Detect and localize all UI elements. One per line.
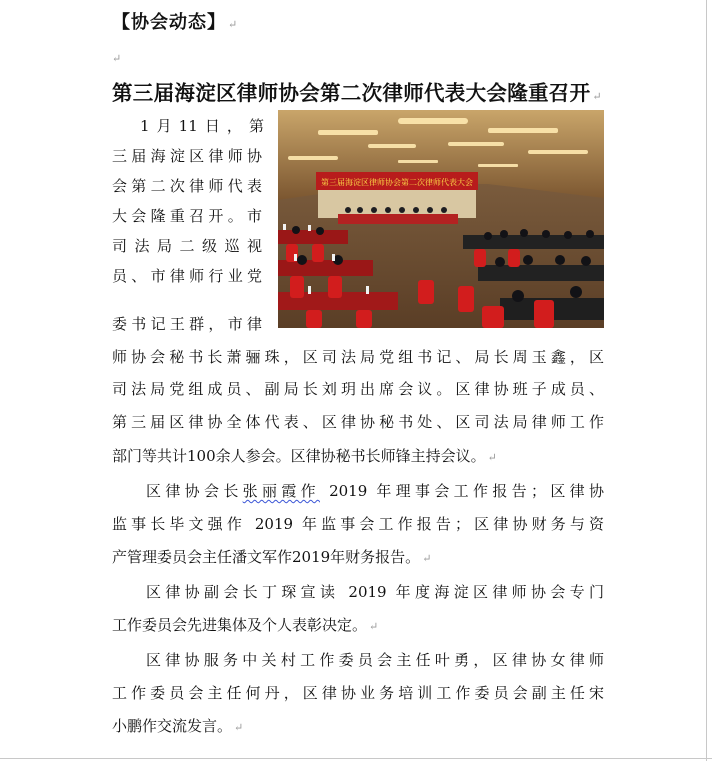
text-line: 第三届区律协全体代表、区律协秘书处、区司法局律师工作: [112, 413, 604, 431]
text-line: 区律协副会长丁琛宣读 2019 年度海淀区律师协会专门: [146, 583, 604, 601]
text-line: 产管理委员会主任潘文军作2019年财务报告。 ↵: [112, 548, 432, 566]
text-line: 三届海淀区律师协: [112, 147, 262, 165]
paragraph-mark-icon: ↵: [369, 620, 379, 633]
text-line: 员、市律师行业党: [112, 267, 262, 285]
text-line: 司法局党组成员、副局长刘玥出席会议。区律协班子成员、: [112, 380, 604, 398]
text-line: 区律协服务中关村工作委员会主任叶勇，区律协女律师: [146, 651, 604, 669]
paragraph-mark-icon: ↵: [592, 90, 602, 103]
text-line: 会第二次律师代表: [112, 177, 262, 195]
section-heading: 【协会动态】 ↵: [112, 12, 239, 33]
page-bottom-line: [0, 758, 712, 759]
text-line: 委书记王群，市律: [112, 315, 262, 333]
photo-banner: 第三届海淀区律师协会第二次律师代表大会: [321, 178, 473, 187]
text-line: 工作委员会先进集体及个人表彰决定。 ↵: [112, 616, 379, 634]
text-line: 大会隆重召开。市: [112, 207, 262, 225]
text-line: 司法局二级巡视: [112, 237, 262, 255]
article-title: 第三届海淀区律师协会第二次律师代表大会隆重召开 ↵: [112, 81, 602, 105]
paragraph-mark-icon: ↵: [487, 451, 497, 464]
spellcheck-underline: 张丽霞作: [242, 482, 320, 500]
text-line: 1月11日，第: [140, 117, 264, 135]
text-line: 师协会秘书长萧骊珠，区司法局党组书记、局长周玉鑫，区: [112, 348, 604, 366]
text-line: 工作委员会主任何丹，区律协业务培训工作委员会副主任宋: [112, 684, 604, 702]
text-line: 部门等共计100余人参会。区律协秘书长师锋主持会议。 ↵: [112, 447, 497, 465]
page-margin-line: [706, 0, 707, 761]
paragraph-mark-icon: ↵: [228, 18, 239, 31]
text-line: 区律协会长张丽霞作 2019 年理事会工作报告；区律协: [146, 482, 604, 500]
paragraph-mark-icon: ↵: [422, 552, 432, 565]
paragraph-mark-icon: ↵: [234, 721, 244, 734]
text-line: 监事长毕文强作 2019 年监事会工作报告；区律协财务与资: [112, 515, 604, 533]
text-line: 小鹏作交流发言。 ↵: [112, 717, 244, 735]
paragraph-mark-icon: ↵: [112, 52, 122, 65]
meeting-photo: [278, 110, 604, 328]
